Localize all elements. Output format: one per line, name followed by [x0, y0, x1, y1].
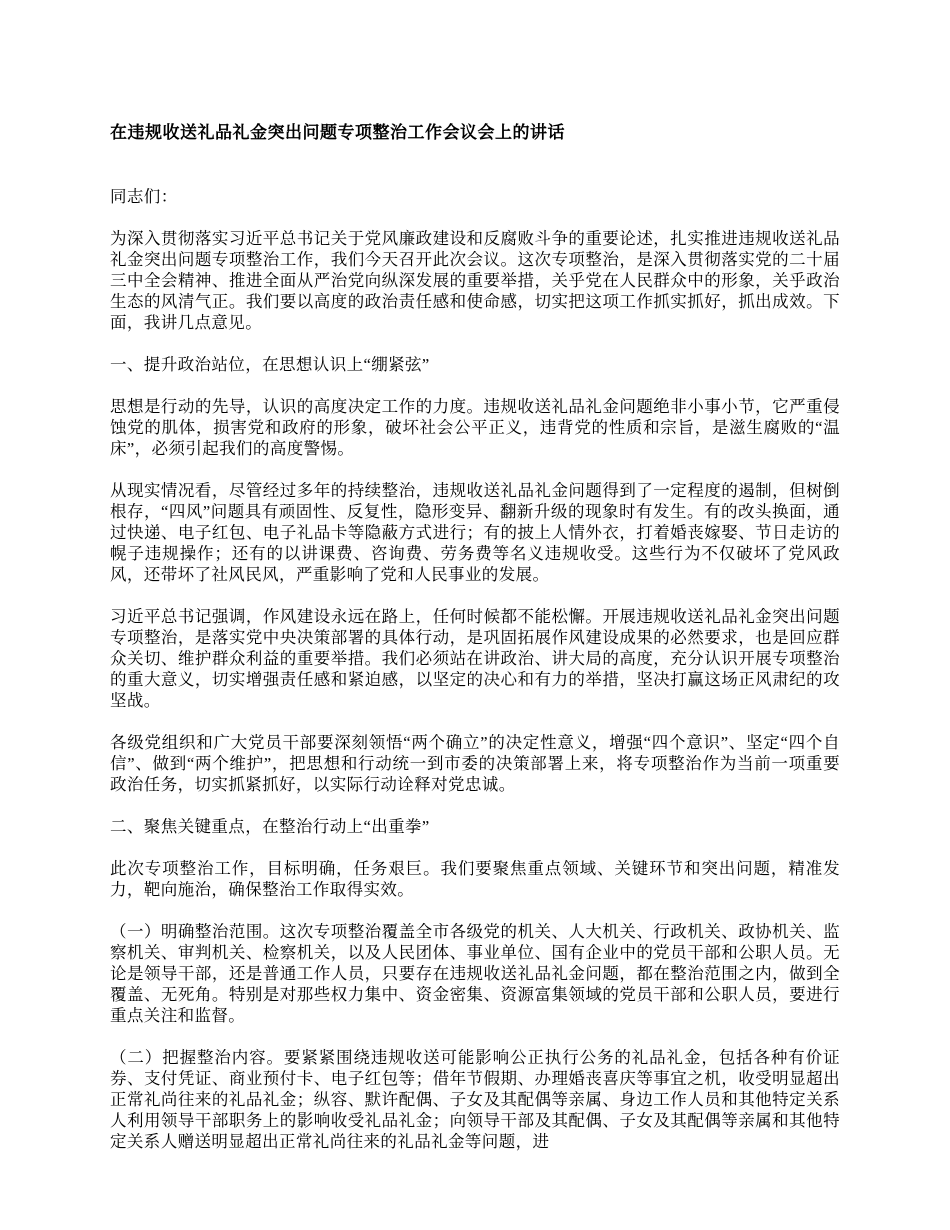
paragraph-salutation: 同志们：	[110, 187, 178, 206]
section-heading-1: 一、提升政治站位，在思想认识上“绷紧弦”	[110, 355, 430, 374]
document-title: 在违规收送礼品礼金突出问题专项整治工作会议会上的讲话	[110, 123, 565, 142]
paragraph-item-2: （二）把握整治内容。要紧紧围绕违规收送可能影响公正执行公务的礼品礼金，包括各种有价证券、支付凭证、商业预付卡、电子红包等；借年节假期、办理婚丧喜庆等事宜之机，收受明显超出正常礼尚往来的礼品礼金；纵容、默许配偶、子女及其配偶等亲属、身边工作人员和其他特定关系人利用领导干部职务上的影响收受礼品礼金；向领导干部及其配偶、子女及其配偶等亲属和其他特定关系人赠送明显超出正常礼尚往来的礼品礼金等问题，进	[110, 1048, 840, 1151]
paragraph-body: 此次专项整治工作，目标明确，任务艰巨。我们要聚焦重点领域、关键环节和突出问题，精准发力，靶向施治，确保整治工作取得实效。	[110, 859, 840, 899]
paragraph-body: 习近平总书记强调，作风建设永远在路上，任何时候都不能松懈。开展违规收送礼品礼金突出问题专项整治，是落实党中央决策部署的具体行动，是巩固拓展作风建设成果的必然要求，也是回应群众关切、维护群众利益的重要举措。我们必须站在讲政治、讲大局的高度，充分认识开展专项整治的重大意义，切实增强责任感和紧迫感，以坚定的决心和有力的举措，坚决打赢这场正风肃纪的攻坚战。	[110, 607, 840, 710]
paragraph-body: 各级党组织和广大党员干部要深刻领悟“两个确立”的决定性意义，增强“四个意识”、坚定“四个自信”、做到“两个维护”，把思想和行动统一到市委的决策部署上来，将专项整治作为当前一项重要政治任务，切实抓紧抓好，以实际行动诠释对党忠诚。	[110, 733, 840, 794]
paragraph-intro: 为深入贯彻落实习近平总书记关于党风廉政建设和反腐败斗争的重要论述，扎实推进违规收送礼品礼金突出问题专项整治工作，我们今天召开此次会议。这次专项整治，是深入贯彻落实党的二十届三中全会精神、推进全面从严治党向纵深发展的重要举措，关乎党在人民群众中的形象，关乎政治生态的风清气正。我们要以高度的政治责任感和使命感，切实把这项工作抓实抓好，抓出成效。下面，我讲几点意见。	[110, 229, 840, 332]
paragraph-body: 从现实情况看，尽管经过多年的持续整治，违规收送礼品礼金问题得到了一定程度的遏制，但树倒根存，“四风”问题具有顽固性、反复性，隐形变异、翻新升级的现象时有发生。有的改头换面，通过快递、电子红包、电子礼品卡等隐蔽方式进行；有的披上人情外衣，打着婚丧嫁娶、节日走访的幌子违规操作；还有的以讲课费、咨询费、劳务费等名义违规收受。这些行为不仅破坏了党风政风，还带坏了社风民风，严重影响了党和人民事业的发展。	[110, 481, 840, 584]
paragraph-body: 思想是行动的先导，认识的高度决定工作的力度。违规收送礼品礼金问题绝非小事小节，它严重侵蚀党的肌体，损害党和政府的形象，破坏社会公平正义，违背党的性质和宗旨，是滋生腐败的“温床”，必须引起我们的高度警惕。	[110, 397, 840, 458]
paragraph-item-1: （一）明确整治范围。这次专项整治覆盖全市各级党的机关、人大机关、行政机关、政协机关、监察机关、审判机关、检察机关，以及人民团体、事业单位、国有企业中的党员干部和公职人员。无论是领导干部，还是普通工作人员，只要存在违规收送礼品礼金问题，都在整治范围之内，做到全覆盖、无死角。特别是对那些权力集中、资金密集、资源富集领域的党员干部和公职人员，要进行重点关注和监督。	[110, 922, 840, 1025]
section-heading-2: 二、聚焦关键重点，在整治行动上“出重拳”	[110, 817, 430, 836]
